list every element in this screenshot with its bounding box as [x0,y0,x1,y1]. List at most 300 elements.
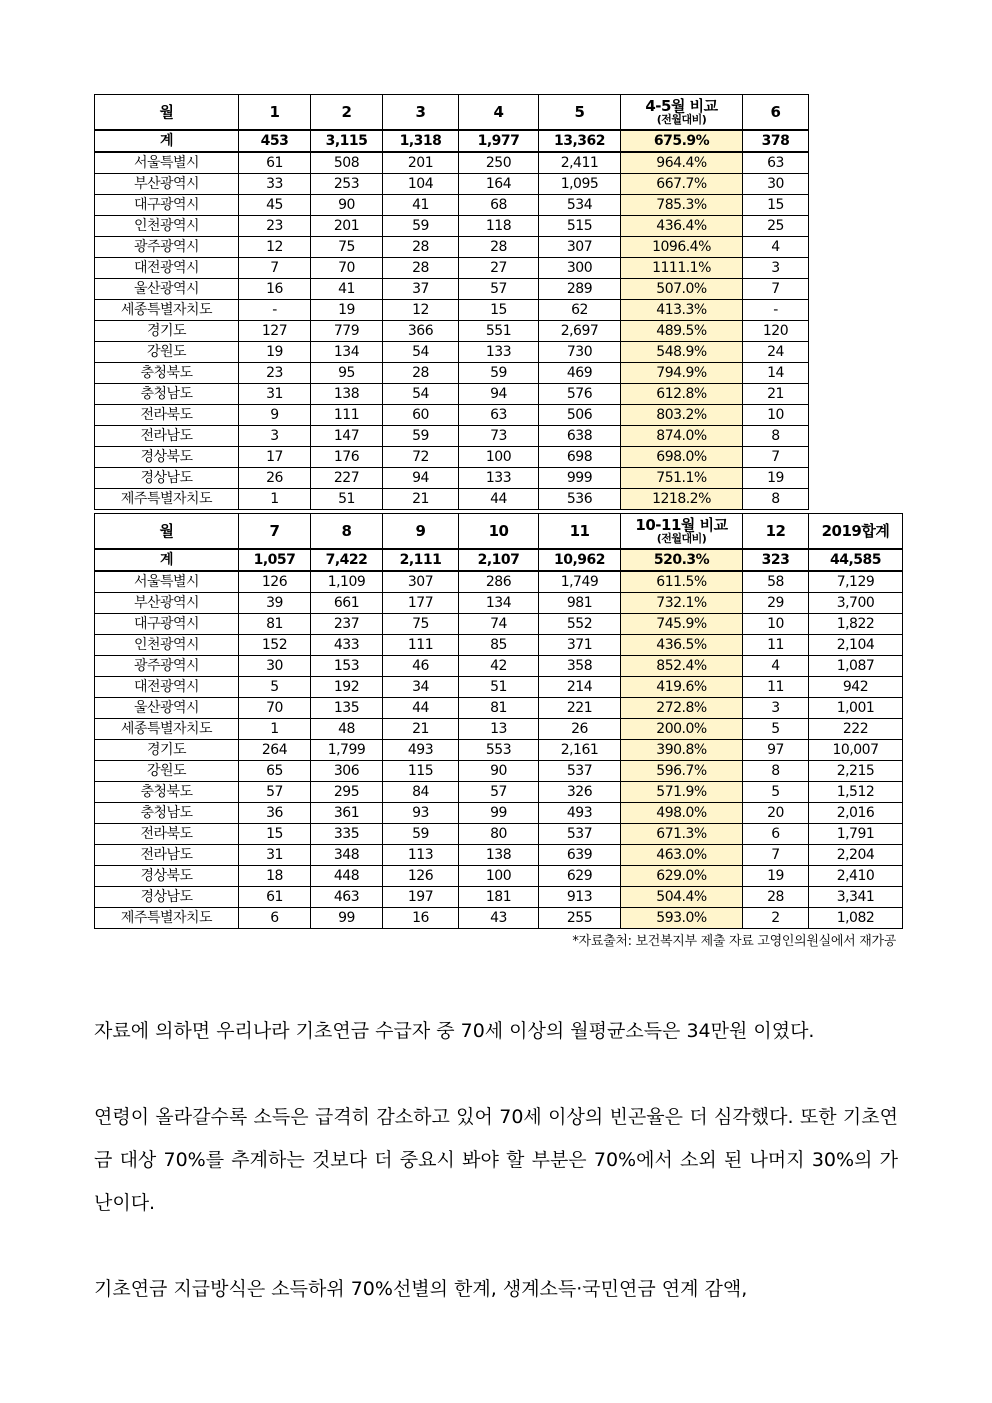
value-cell: 26 [239,468,311,489]
paragraph-payment-method: 기초연금 지급방식은 소득하위 70%선별의 한계, 생계소득·국민연금 연계 감액, [94,1278,748,1300]
value-cell: 10 [743,614,809,635]
value-cell: 28 [459,237,539,258]
value-cell: 552 [539,614,621,635]
table-row [95,614,903,635]
value-cell: 197 [383,887,459,908]
value-cell: 192 [311,677,383,698]
value-cell: 31 [239,384,311,405]
value-cell: 19 [743,468,809,489]
value-cell: 99 [311,908,383,929]
value-cell: 448 [311,866,383,887]
value-cell: 7 [743,279,809,300]
paragraph-income: 자료에 의하면 우리나라 기초연금 수급자 중 70세 이상의 월평균소득은 34만원 이였다. [94,1020,815,1042]
value-cell: 571.9% [621,782,743,803]
region-cell: 제주특별자치도 [95,489,239,510]
value-cell: 433 [311,635,383,656]
region-cell: 부산광역시 [95,593,239,614]
value-cell: 59 [383,824,459,845]
value-cell: 100 [459,447,539,468]
value-cell: 57 [459,279,539,300]
table-row [95,571,903,593]
value-cell: 361 [311,803,383,824]
value-cell: 99 [459,803,539,824]
value-cell: 596.7% [621,761,743,782]
value-cell: 61 [239,152,311,174]
value-cell: 366 [383,321,459,342]
value-cell: 75 [383,614,459,635]
value-cell: 10,007 [809,740,903,761]
value-cell: 26 [539,719,621,740]
value-cell: 537 [539,824,621,845]
value-cell: 8 [743,761,809,782]
table-row [95,635,903,656]
value-cell: 111 [383,635,459,656]
value-cell: 31 [239,845,311,866]
value-cell: 7 [239,258,311,279]
value-cell: 803.2% [621,405,743,426]
value-cell: 469 [539,363,621,384]
value-cell: 19 [239,342,311,363]
value-cell: 58 [743,571,809,593]
value-cell: 548.9% [621,342,743,363]
value-cell: 65 [239,761,311,782]
source-note: *자료출처: 보건복지부 제출 자료 고영인의원실에서 재가공 [572,934,896,949]
table-row [95,908,903,929]
value-cell: 214 [539,677,621,698]
region-cell: 강원도 [95,342,239,363]
value-cell: 794.9% [621,363,743,384]
value-cell: 2,016 [809,803,903,824]
value-cell: 307 [383,571,459,593]
value-cell: 126 [239,571,311,593]
table-row [95,782,903,803]
value-cell: 111 [311,405,383,426]
value-cell: 289 [539,279,621,300]
value-cell: 1,749 [539,571,621,593]
total-cell: 10,962 [539,549,621,571]
value-cell: 671.3% [621,824,743,845]
total-cell: 675.9% [621,130,743,152]
region-cell: 경상남도 [95,887,239,908]
value-cell: 135 [311,698,383,719]
table-row [95,363,809,384]
value-cell: 237 [311,614,383,635]
value-cell: 515 [539,216,621,237]
table-row [95,656,903,677]
value-cell: 41 [383,195,459,216]
table-row [95,152,809,174]
value-cell: 15 [239,824,311,845]
value-cell: 1,791 [809,824,903,845]
value-cell: 74 [459,614,539,635]
value-cell: 12 [239,237,311,258]
value-cell: 63 [743,152,809,174]
region-cell: 충청남도 [95,803,239,824]
table-row [95,845,903,866]
value-cell: 14 [743,363,809,384]
value-cell: 10 [743,405,809,426]
value-cell: 745.9% [621,614,743,635]
value-cell: 1,095 [539,174,621,195]
value-cell: 200.0% [621,719,743,740]
value-cell: 43 [459,908,539,929]
value-cell: 2,697 [539,321,621,342]
value-cell: 942 [809,677,903,698]
total-cell: 323 [743,549,809,571]
value-cell: 61 [239,887,311,908]
region-cell: 경기도 [95,321,239,342]
region-cell: 울산광역시 [95,698,239,719]
value-cell: 20 [743,803,809,824]
region-cell: 충청북도 [95,782,239,803]
value-cell: 436.4% [621,216,743,237]
total-row [95,549,903,571]
value-cell: 981 [539,593,621,614]
value-cell: 164 [459,174,539,195]
value-cell: 413.3% [621,300,743,321]
header-row [95,95,809,131]
value-cell: 4 [743,656,809,677]
region-cell: 서울특별시 [95,571,239,593]
value-cell: 2,104 [809,635,903,656]
value-cell: 326 [539,782,621,803]
value-cell: 629 [539,866,621,887]
value-cell: 639 [539,845,621,866]
region-cell: 전라남도 [95,426,239,447]
value-cell: 5 [239,677,311,698]
value-cell: 45 [239,195,311,216]
value-cell: 153 [311,656,383,677]
value-cell: 21 [383,489,459,510]
value-cell: 11 [743,635,809,656]
value-cell: 16 [239,279,311,300]
total-label: 계 [95,549,239,571]
value-cell: 57 [459,782,539,803]
region-cell: 부산광역시 [95,174,239,195]
value-cell: 11 [743,677,809,698]
value-cell: 335 [311,824,383,845]
value-cell: 667.7% [621,174,743,195]
region-cell: 인천광역시 [95,216,239,237]
table-row [95,174,809,195]
value-cell: 70 [311,258,383,279]
value-cell: 964.4% [621,152,743,174]
value-cell: 30 [239,656,311,677]
total-cell: 2,111 [383,549,459,571]
value-cell: 81 [459,698,539,719]
value-cell: 54 [383,384,459,405]
value-cell: 255 [539,908,621,929]
value-cell: 201 [383,152,459,174]
value-cell: 28 [383,258,459,279]
value-cell: 913 [539,887,621,908]
value-cell: 115 [383,761,459,782]
value-cell: 551 [459,321,539,342]
value-cell: 94 [459,384,539,405]
header-cell: 1 [239,95,311,131]
region-cell: 세종특별자치도 [95,300,239,321]
total-cell: 7,422 [311,549,383,571]
table-row [95,866,903,887]
table-row [95,489,809,510]
value-cell: 612.8% [621,384,743,405]
table-row [95,216,809,237]
value-cell: 1,001 [809,698,903,719]
value-cell: 6 [239,908,311,929]
total-label: 계 [95,130,239,152]
value-cell: 2,161 [539,740,621,761]
value-cell: 3 [743,258,809,279]
value-cell: 348 [311,845,383,866]
header-compare-sub: (전월대비) [656,113,707,126]
region-cell: 전라남도 [95,845,239,866]
value-cell: 286 [459,571,539,593]
value-cell: 730 [539,342,621,363]
value-cell: 537 [539,761,621,782]
value-cell: 253 [311,174,383,195]
value-cell: 493 [539,803,621,824]
value-cell: 1096.4% [621,237,743,258]
table-row [95,258,809,279]
value-cell: 37 [383,279,459,300]
table-row [95,740,903,761]
value-cell: 28 [743,887,809,908]
value-cell: 2,204 [809,845,903,866]
value-cell: 1 [239,719,311,740]
value-cell: 28 [383,363,459,384]
value-cell: 75 [311,237,383,258]
total-cell: 453 [239,130,311,152]
value-cell: 5 [743,719,809,740]
value-cell: 2,410 [809,866,903,887]
value-cell: 1,087 [809,656,903,677]
value-cell: 59 [383,216,459,237]
value-cell: 13 [459,719,539,740]
table-row [95,447,809,468]
value-cell: 629.0% [621,866,743,887]
table-row [95,279,809,300]
value-cell: 307 [539,237,621,258]
value-cell: 68 [459,195,539,216]
value-cell: 60 [383,405,459,426]
value-cell: 489.5% [621,321,743,342]
header-compare [621,95,743,131]
value-cell: 70 [239,698,311,719]
value-cell: 72 [383,447,459,468]
value-cell: 63 [459,405,539,426]
region-cell: 광주광역시 [95,656,239,677]
header-cell: 12 [743,514,809,550]
value-cell: 113 [383,845,459,866]
value-cell: 24 [743,342,809,363]
table-row [95,468,809,489]
value-cell: 874.0% [621,426,743,447]
region-cell: 대전광역시 [95,677,239,698]
header-cell: 5 [539,95,621,131]
value-cell: 3 [743,698,809,719]
table-row [95,593,903,614]
value-cell: 120 [743,321,809,342]
value-cell: 100 [459,866,539,887]
monthly-table-jan-jun [94,94,809,510]
value-cell: 12 [383,300,459,321]
table-row [95,803,903,824]
value-cell: 8 [743,489,809,510]
value-cell: 133 [459,468,539,489]
region-cell: 경기도 [95,740,239,761]
value-cell: 181 [459,887,539,908]
value-cell: 16 [383,908,459,929]
header-cell: 2019합계 [809,514,903,550]
table-row [95,384,809,405]
value-cell: 44 [383,698,459,719]
region-cell: 서울특별시 [95,152,239,174]
value-cell: 463.0% [621,845,743,866]
header-cell: 8 [311,514,383,550]
value-cell: 638 [539,426,621,447]
value-cell: 42 [459,656,539,677]
header-cell: 9 [383,514,459,550]
region-cell: 제주특별자치도 [95,908,239,929]
value-cell: 436.5% [621,635,743,656]
value-cell: 2,215 [809,761,903,782]
value-cell: 611.5% [621,571,743,593]
region-cell: 대구광역시 [95,195,239,216]
total-cell: 520.3% [621,549,743,571]
value-cell: 999 [539,468,621,489]
value-cell: 250 [459,152,539,174]
value-cell: 48 [311,719,383,740]
value-cell: 2 [743,908,809,929]
value-cell: 661 [311,593,383,614]
header-cell: 월 [95,514,239,550]
total-cell: 2,107 [459,549,539,571]
value-cell: 7,129 [809,571,903,593]
value-cell: 506 [539,405,621,426]
total-cell: 378 [743,130,809,152]
region-cell: 경상북도 [95,447,239,468]
header-cell: 3 [383,95,459,131]
table-row [95,195,809,216]
header-compare-label: 4-5월 비교 [645,97,718,115]
value-cell: 94 [383,468,459,489]
region-cell: 전라북도 [95,824,239,845]
value-cell: 138 [311,384,383,405]
value-cell: 176 [311,447,383,468]
value-cell: 5 [743,782,809,803]
value-cell: 264 [239,740,311,761]
table-row [95,300,809,321]
region-cell: 충청남도 [95,384,239,405]
total-cell: 44,585 [809,549,903,571]
value-cell: 59 [383,426,459,447]
region-cell: 충청북도 [95,363,239,384]
value-cell: 28 [383,237,459,258]
value-cell: 152 [239,635,311,656]
value-cell: 81 [239,614,311,635]
value-cell: 41 [311,279,383,300]
value-cell: 698 [539,447,621,468]
total-cell: 1,977 [459,130,539,152]
region-cell: 광주광역시 [95,237,239,258]
value-cell: 371 [539,635,621,656]
value-cell: 779 [311,321,383,342]
table-row [95,698,903,719]
value-cell: 21 [743,384,809,405]
value-cell: 30 [743,174,809,195]
region-cell: 세종특별자치도 [95,719,239,740]
value-cell: 18 [239,866,311,887]
value-cell: 39 [239,593,311,614]
value-cell: 17 [239,447,311,468]
value-cell: 201 [311,216,383,237]
value-cell: 36 [239,803,311,824]
value-cell: 8 [743,426,809,447]
value-cell: 133 [459,342,539,363]
region-cell: 경상북도 [95,866,239,887]
value-cell: 7 [743,447,809,468]
header-compare-label: 10-11월 비교 [635,516,728,534]
value-cell: 3 [239,426,311,447]
region-cell: 강원도 [95,761,239,782]
value-cell: 1218.2% [621,489,743,510]
value-cell: 576 [539,384,621,405]
value-cell: 29 [743,593,809,614]
value-cell: 508 [311,152,383,174]
region-cell: 대전광역시 [95,258,239,279]
table-row [95,824,903,845]
value-cell: 23 [239,363,311,384]
value-cell: 51 [459,677,539,698]
value-cell: 95 [311,363,383,384]
value-cell: 15 [743,195,809,216]
value-cell: 93 [383,803,459,824]
region-cell: 경상남도 [95,468,239,489]
value-cell: 73 [459,426,539,447]
value-cell: 62 [539,300,621,321]
total-row [95,130,809,152]
value-cell: 1,512 [809,782,903,803]
value-cell: 227 [311,468,383,489]
value-cell: 1,822 [809,614,903,635]
paragraph-poverty: 연령이 올라갈수록 소득은 급격히 감소하고 있어 70세 이상의 빈곤율은 더 심각했다. 또한 기초연금 대상 70%를 추계하는 것보다 더 중요시 봐야 할 부분은 70%에서 소외 된 나머지 30%의 가난이다. [94,1106,898,1214]
value-cell: 25 [743,216,809,237]
value-cell: 534 [539,195,621,216]
value-cell: 785.3% [621,195,743,216]
value-cell: 134 [459,593,539,614]
header-cell: 2 [311,95,383,131]
value-cell: 90 [459,761,539,782]
header-compare [621,514,743,550]
header-cell: 10 [459,514,539,550]
value-cell: 126 [383,866,459,887]
value-cell: 85 [459,635,539,656]
value-cell: 6 [743,824,809,845]
table-row [95,887,903,908]
table-row [95,719,903,740]
value-cell: 90 [311,195,383,216]
value-cell: 306 [311,761,383,782]
header-cell: 4 [459,95,539,131]
value-cell: 507.0% [621,279,743,300]
region-cell: 인천광역시 [95,635,239,656]
table-row [95,426,809,447]
header-cell: 11 [539,514,621,550]
total-cell: 3,115 [311,130,383,152]
table-row [95,321,809,342]
value-cell: 593.0% [621,908,743,929]
total-cell: 1,057 [239,549,311,571]
